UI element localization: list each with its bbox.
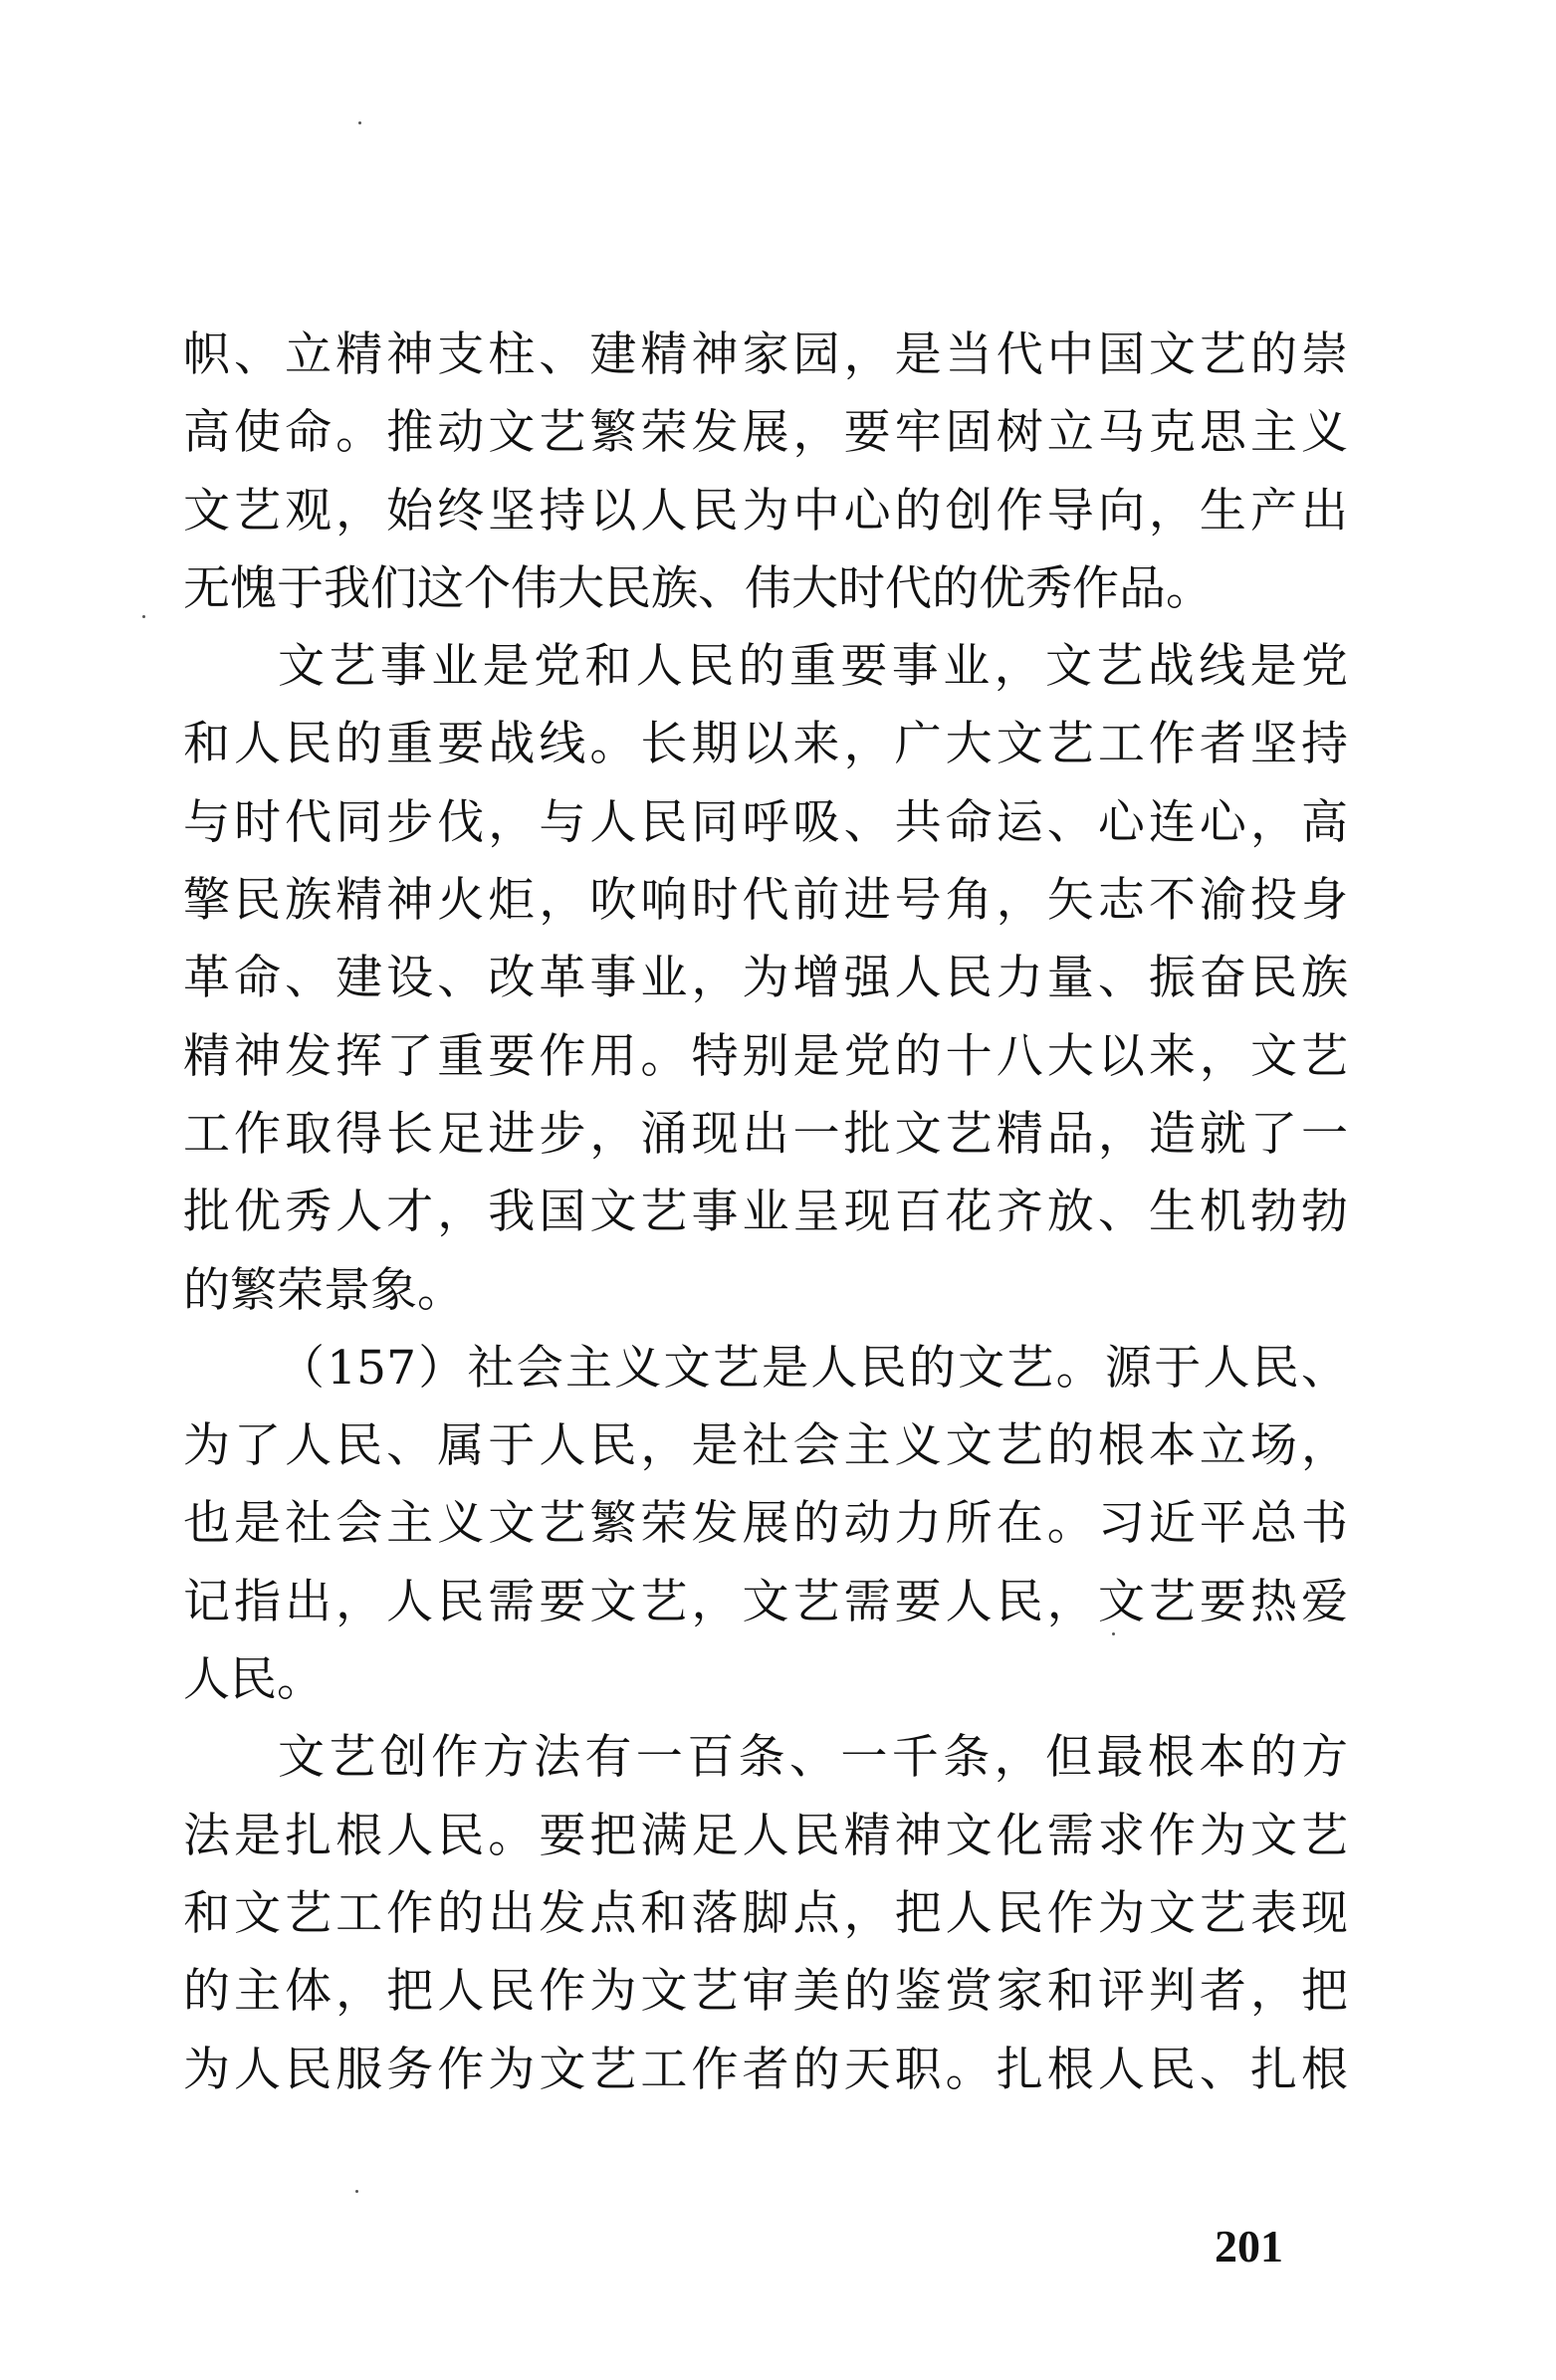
text-line: 无愧于我们这个伟大民族、伟大时代的优秀作品。 [183,560,1213,616]
text-line: 与时代同步伐，与人民同呼吸、共命运、心连心，高 [183,794,1348,850]
paragraph-start-line: （157）社会主义文艺是人民的文艺。源于人民、 [278,1340,1348,1396]
paragraph-start-line: 文艺事业是党和人民的重要事业，文艺战线是党 [278,639,1348,695]
text-line: 为人民服务作为文艺工作者的天职。扎根人民、扎根 [183,2042,1348,2097]
text-line: 高使命。推动文艺繁荣发展，要牢固树立马克思主义 [183,405,1348,461]
text-line: 法是扎根人民。要把满足人民精神文化需求作为文艺 [183,1808,1348,1863]
paragraph-start-line: 文艺创作方法有一百条、一千条，但最根本的方 [278,1730,1348,1786]
text-line: 为了人民、属于人民，是社会主义文艺的根本立场， [183,1418,1348,1474]
scan-speck [1112,1632,1115,1635]
text-line: 工作取得长足进步，涌现出一批文艺精品，造就了一 [183,1106,1348,1162]
text-line: 的主体，把人民作为文艺审美的鉴赏家和评判者，把 [183,1964,1348,2020]
body-text [183,317,1348,2109]
text-line: 帜、立精神支柱、建精神家园，是当代中国文艺的崇 [183,327,1348,382]
text-line: 批优秀人才，我国文艺事业呈现百花齐放、生机勃勃 [183,1185,1348,1240]
text-line: 革命、建设、改革事业，为增强人民力量、振奋民族 [183,951,1348,1006]
text-line: 和文艺工作的出发点和落脚点，把人民作为文艺表现 [183,1885,1348,1941]
scan-speck [355,2190,358,2193]
page-number: 201 [1215,2221,1283,2272]
text-line: 擎民族精神火炬，吹响时代前进号角，矢志不渝投身 [183,873,1348,929]
text-line: 精神发挥了重要作用。特别是党的十八大以来，文艺 [183,1028,1348,1084]
text-line: 的繁荣景象。 [183,1262,464,1318]
text-line: 记指出，人民需要文艺，文艺需要人民，文艺要热爱 [183,1574,1348,1629]
text-line: 也是社会主义文艺繁荣发展的动力所在。习近平总书 [183,1496,1348,1552]
scan-speck [358,121,361,124]
scan-speck [142,615,145,618]
text-line: 文艺观，始终坚持以人民为中心的创作导向，生产出 [183,483,1348,539]
text-line: 和人民的重要战线。长期以来，广大文艺工作者坚持 [183,717,1348,772]
text-line: 人民。 [183,1652,324,1708]
